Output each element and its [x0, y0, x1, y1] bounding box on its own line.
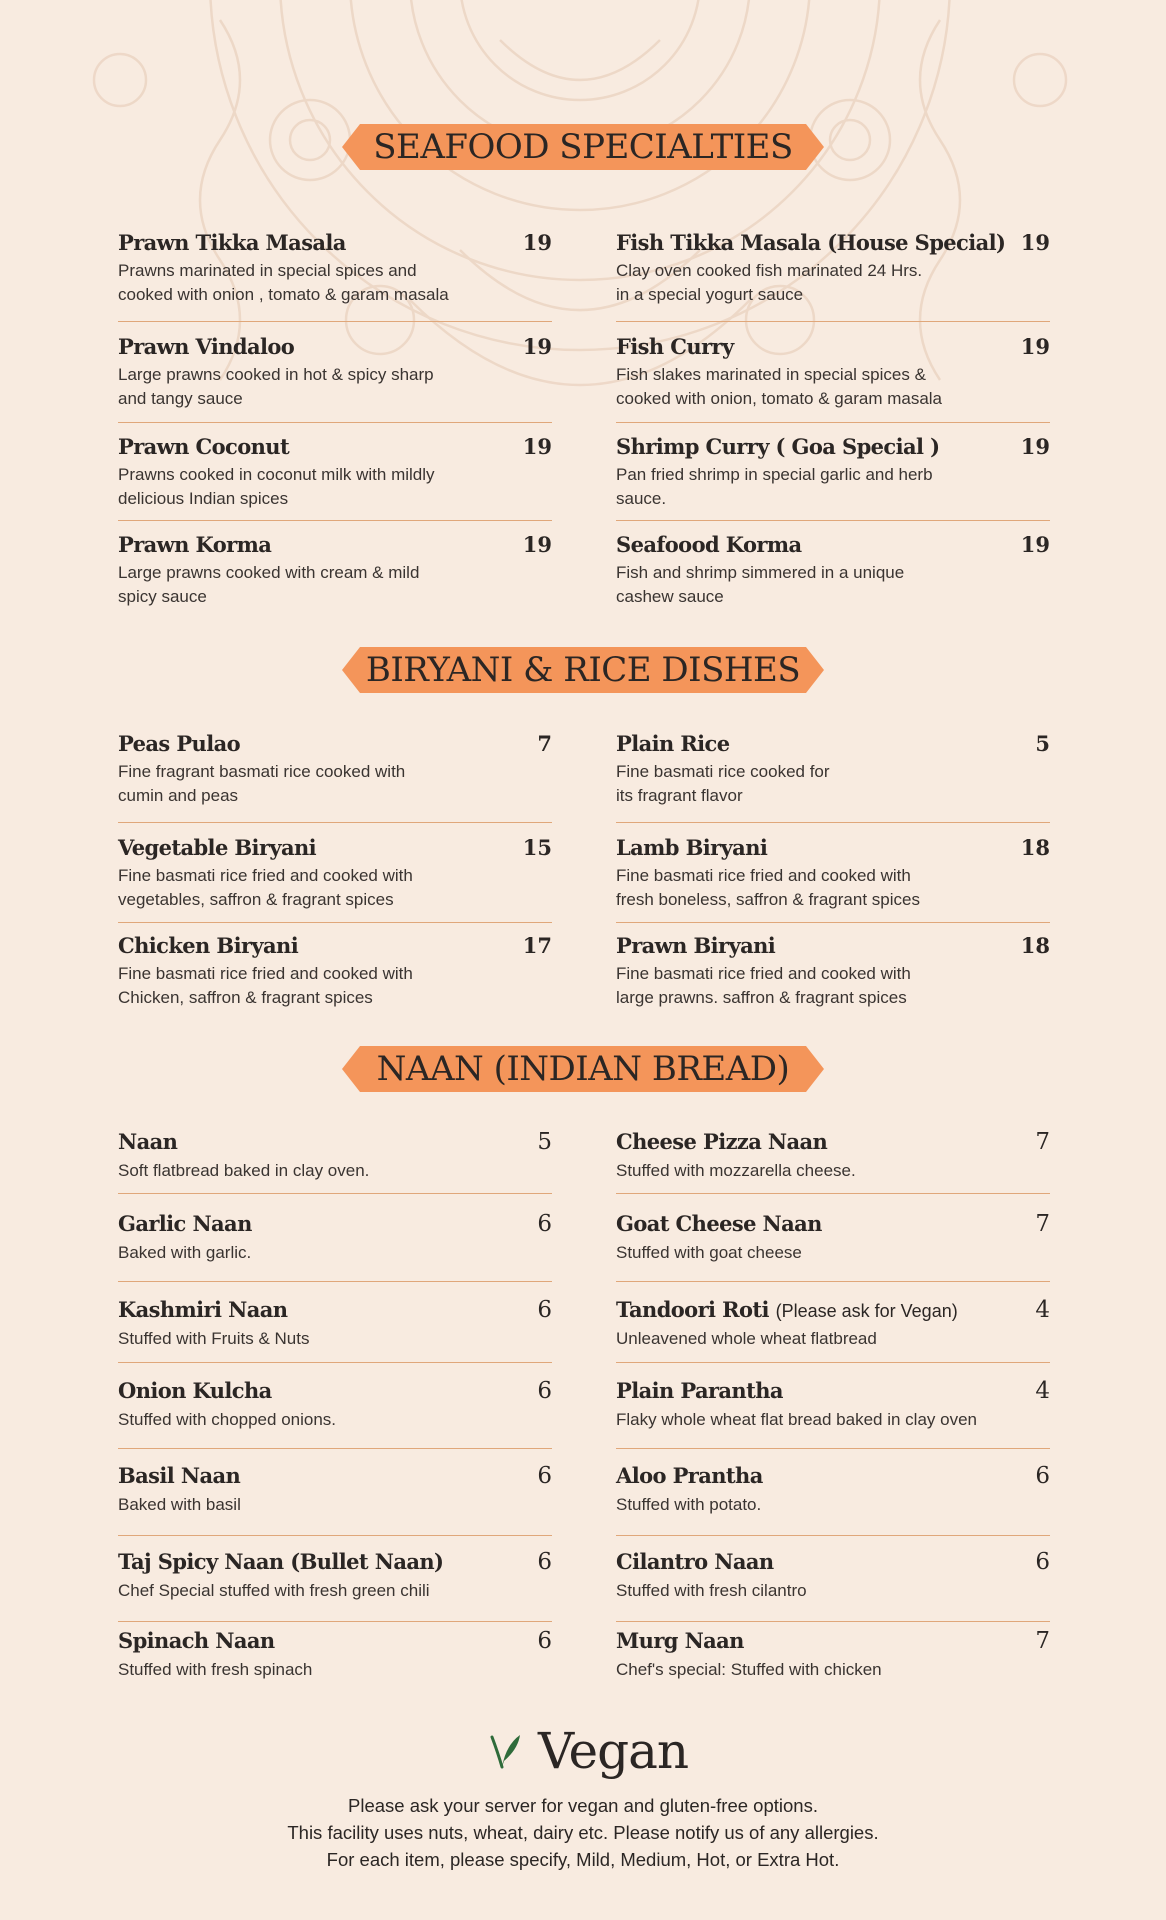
section-banner-naan — [342, 1046, 824, 1092]
item-description: Fish and shrimp simmered in a unique cashew sauce — [616, 563, 905, 606]
divider — [616, 520, 1050, 521]
divider — [616, 422, 1050, 423]
item-description: Fine fragrant basmati rice cooked with cumin and peas — [118, 762, 406, 805]
item-price: 17 — [522, 933, 552, 958]
item-price: 6 — [537, 1549, 552, 1575]
divider — [616, 1362, 1050, 1363]
item-name: Spinach Naan — [118, 1628, 275, 1653]
item-price: 6 — [537, 1628, 552, 1654]
menu-item — [616, 933, 1050, 1010]
divider — [616, 922, 1050, 923]
item-price: 5 — [537, 1129, 552, 1155]
item-description: Baked with garlic. — [118, 1243, 252, 1262]
item-description: Prawns cooked in coconut milk with mildly delicious Indian spices — [118, 465, 435, 508]
menu-item — [118, 1211, 552, 1265]
item-name: Shrimp Curry ( Goa Special ) — [616, 434, 940, 459]
item-header — [616, 1129, 1050, 1155]
item-name: Fish Tikka Masala (House Special) — [616, 230, 1006, 255]
section-title: SEAFOOD SPECIALTIES — [373, 127, 793, 167]
item-price: 18 — [1020, 835, 1050, 860]
item-price: 7 — [1035, 1211, 1050, 1237]
item-name: Prawn Coconut — [118, 434, 290, 459]
item-description: Pan fried shrimp in special garlic and herb sauce. — [616, 465, 933, 508]
footer-line: For each item, please specify, Mild, Medium, Hot, or Extra Hot. — [326, 1849, 840, 1870]
item-name: Lamb Biryani — [616, 835, 768, 860]
item-name: Chicken Biryani — [118, 933, 299, 958]
item-description: Unleavened whole wheat flatbread — [616, 1329, 877, 1348]
item-description: Stuffed with mozzarella cheese. — [616, 1161, 856, 1180]
item-name: Aloo Prantha — [616, 1463, 763, 1488]
item-header — [118, 1297, 552, 1323]
item-description: Fine basmati rice fried and cooked with vegetables, saffron & fragrant spices — [118, 866, 413, 909]
item-name: Murg Naan — [616, 1628, 744, 1653]
divider — [616, 1448, 1050, 1449]
section-banner-biryani — [342, 647, 824, 693]
section-banner-seafood — [342, 124, 824, 170]
item-name: Cheese Pizza Naan — [616, 1129, 828, 1154]
item-price: 7 — [1035, 1129, 1050, 1155]
menu-item — [118, 731, 552, 808]
item-description: Flaky whole wheat flat bread baked in clay oven — [616, 1410, 977, 1429]
divider — [616, 822, 1050, 823]
item-description: Large prawns cooked with cream & mild spicy sauce — [118, 563, 420, 606]
item-header — [118, 434, 552, 459]
menu-item — [616, 1378, 1050, 1432]
menu-item — [118, 1297, 552, 1351]
item-description: Fine basmati rice fried and cooked with Chicken, saffron & fragrant spices — [118, 964, 413, 1007]
item-price: 19 — [1020, 532, 1050, 557]
menu-item — [616, 1129, 1050, 1183]
item-name: Naan — [118, 1129, 178, 1154]
menu-item — [616, 1549, 1050, 1603]
item-description: Large prawns cooked in hot & spicy sharp and tangy sauce — [118, 365, 434, 408]
menu-item — [118, 334, 552, 411]
divider — [616, 1621, 1050, 1622]
item-header — [616, 532, 1050, 557]
item-description: Soft flatbread baked in clay oven. — [118, 1161, 370, 1180]
vegan-legend — [488, 1722, 688, 1780]
item-header — [616, 1378, 1050, 1404]
menu-item — [616, 532, 1050, 609]
item-name: Fish Curry — [616, 334, 734, 359]
item-header — [118, 1211, 552, 1237]
item-description: Stuffed with fresh spinach — [118, 1660, 313, 1679]
item-header — [616, 1549, 1050, 1575]
vegan-label: Vegan — [538, 1722, 689, 1780]
divider — [616, 1535, 1050, 1536]
item-description: Stuffed with potato. — [616, 1495, 762, 1514]
item-name: Plain Rice — [616, 731, 730, 756]
item-price: 6 — [1035, 1463, 1050, 1489]
leaf-icon — [488, 1731, 524, 1771]
item-name: Onion Kulcha — [118, 1378, 272, 1403]
item-header — [118, 1129, 552, 1155]
item-header — [616, 230, 1050, 255]
menu-item — [118, 1628, 552, 1682]
item-price: 19 — [522, 230, 552, 255]
item-price: 18 — [1020, 933, 1050, 958]
footer-line: Please ask your server for vegan and gluten-free options. — [348, 1795, 818, 1816]
divider — [118, 1281, 552, 1282]
item-price: 6 — [537, 1378, 552, 1404]
item-price: 19 — [1020, 334, 1050, 359]
item-price: 5 — [1035, 731, 1050, 756]
item-description: Stuffed with chopped onions. — [118, 1410, 337, 1429]
menu-item — [616, 1628, 1050, 1682]
item-price: 19 — [1020, 230, 1050, 255]
menu-item — [118, 835, 552, 912]
menu-item — [118, 933, 552, 1010]
divider — [118, 1448, 552, 1449]
item-header — [118, 532, 552, 557]
item-header — [616, 1628, 1050, 1654]
divider — [616, 1193, 1050, 1194]
item-header — [118, 230, 552, 255]
item-header — [118, 933, 552, 958]
item-name: Seafoood Korma — [616, 532, 802, 557]
menu-item — [118, 532, 552, 609]
section-title: BIRYANI & RICE DISHES — [365, 650, 801, 690]
item-name: Basil Naan — [118, 1463, 241, 1488]
item-description: Fish slakes marinated in special spices & cooked with onion, tomato & garam masala — [616, 365, 943, 408]
menu-item — [616, 434, 1050, 511]
item-header — [616, 1297, 1050, 1323]
item-description: Clay oven cooked fish marinated 24 Hrs. in a special yogurt sauce — [616, 261, 923, 304]
item-header — [118, 1378, 552, 1404]
menu-item — [616, 835, 1050, 912]
item-header — [616, 434, 1050, 459]
item-price: 19 — [522, 434, 552, 459]
item-header — [616, 334, 1050, 359]
item-description: Fine basmati rice fried and cooked with fresh boneless, saffron & fragrant spices — [616, 866, 920, 909]
item-description: Stuffed with Fruits & Nuts — [118, 1329, 310, 1348]
item-header — [616, 731, 1050, 756]
item-price: 19 — [1020, 434, 1050, 459]
item-price: 7 — [1035, 1628, 1050, 1654]
divider — [118, 1193, 552, 1194]
menu-item — [118, 434, 552, 511]
footer-line: This facility uses nuts, wheat, dairy etc. Please notify us of any allergies. — [287, 1822, 879, 1843]
item-name: Peas Pulao — [118, 731, 240, 756]
item-header — [118, 731, 552, 756]
item-name: Goat Cheese Naan — [616, 1211, 822, 1236]
footer-notes — [0, 1792, 1166, 1873]
item-header — [616, 835, 1050, 860]
item-header — [118, 835, 552, 860]
item-description: Fine basmati rice cooked for its fragrant flavor — [616, 762, 830, 805]
item-name: Tandoori Roti (Please ask for Vegan) — [616, 1297, 958, 1322]
item-price: 19 — [522, 532, 552, 557]
item-description: Chef's special: Stuffed with chicken — [616, 1660, 882, 1679]
item-description: Stuffed with goat cheese — [616, 1243, 802, 1262]
item-description: Fine basmati rice fried and cooked with large prawns. saffron & fragrant spices — [616, 964, 911, 1007]
item-name: Garlic Naan — [118, 1211, 252, 1236]
item-header — [118, 1628, 552, 1654]
item-header — [118, 334, 552, 359]
divider — [118, 922, 552, 923]
item-header — [118, 1463, 552, 1489]
item-description: Baked with basil — [118, 1495, 241, 1514]
item-description: Chef Special stuffed with fresh green chili — [118, 1581, 430, 1600]
item-name: Prawn Korma — [118, 532, 272, 557]
item-price: 6 — [1035, 1549, 1050, 1575]
item-price: 4 — [1035, 1297, 1050, 1323]
item-price: 6 — [537, 1211, 552, 1237]
item-price: 7 — [537, 731, 552, 756]
menu-item — [118, 1549, 552, 1603]
item-name: Prawn Vindaloo — [118, 334, 295, 359]
menu-item — [616, 334, 1050, 411]
menu-item — [616, 1211, 1050, 1265]
section-title: NAAN (INDIAN BREAD) — [376, 1049, 790, 1089]
menu-item — [616, 1297, 1050, 1351]
item-name: Kashmiri Naan — [118, 1297, 288, 1322]
item-note: (Please ask for Vegan) — [775, 1301, 958, 1321]
item-name: Cilantro Naan — [616, 1549, 774, 1574]
menu-item — [118, 1378, 552, 1432]
divider — [118, 321, 552, 322]
item-price: 6 — [537, 1463, 552, 1489]
item-name: Prawn Tikka Masala — [118, 230, 346, 255]
divider — [118, 1535, 552, 1536]
item-header — [616, 933, 1050, 958]
item-name: Taj Spicy Naan (Bullet Naan) — [118, 1549, 444, 1574]
item-header — [616, 1211, 1050, 1237]
menu-item — [616, 230, 1050, 307]
item-name: Vegetable Biryani — [118, 835, 317, 860]
item-header — [616, 1463, 1050, 1489]
divider — [616, 321, 1050, 322]
item-price: 15 — [522, 835, 552, 860]
item-name: Plain Parantha — [616, 1378, 783, 1403]
item-price: 4 — [1035, 1378, 1050, 1404]
item-description: Stuffed with fresh cilantro — [616, 1581, 807, 1600]
item-name: Prawn Biryani — [616, 933, 776, 958]
item-price: 19 — [522, 334, 552, 359]
item-description: Prawns marinated in special spices and cooked with onion , tomato & garam masala — [118, 261, 449, 304]
menu-item — [118, 1129, 552, 1183]
menu-item — [118, 230, 552, 307]
divider — [118, 422, 552, 423]
menu-item — [616, 731, 1050, 808]
divider — [616, 1281, 1050, 1282]
item-price: 6 — [537, 1297, 552, 1323]
item-header — [118, 1549, 552, 1575]
menu-item — [118, 1463, 552, 1517]
divider — [118, 822, 552, 823]
divider — [118, 1362, 552, 1363]
divider — [118, 1621, 552, 1622]
menu-item — [616, 1463, 1050, 1517]
divider — [118, 520, 552, 521]
